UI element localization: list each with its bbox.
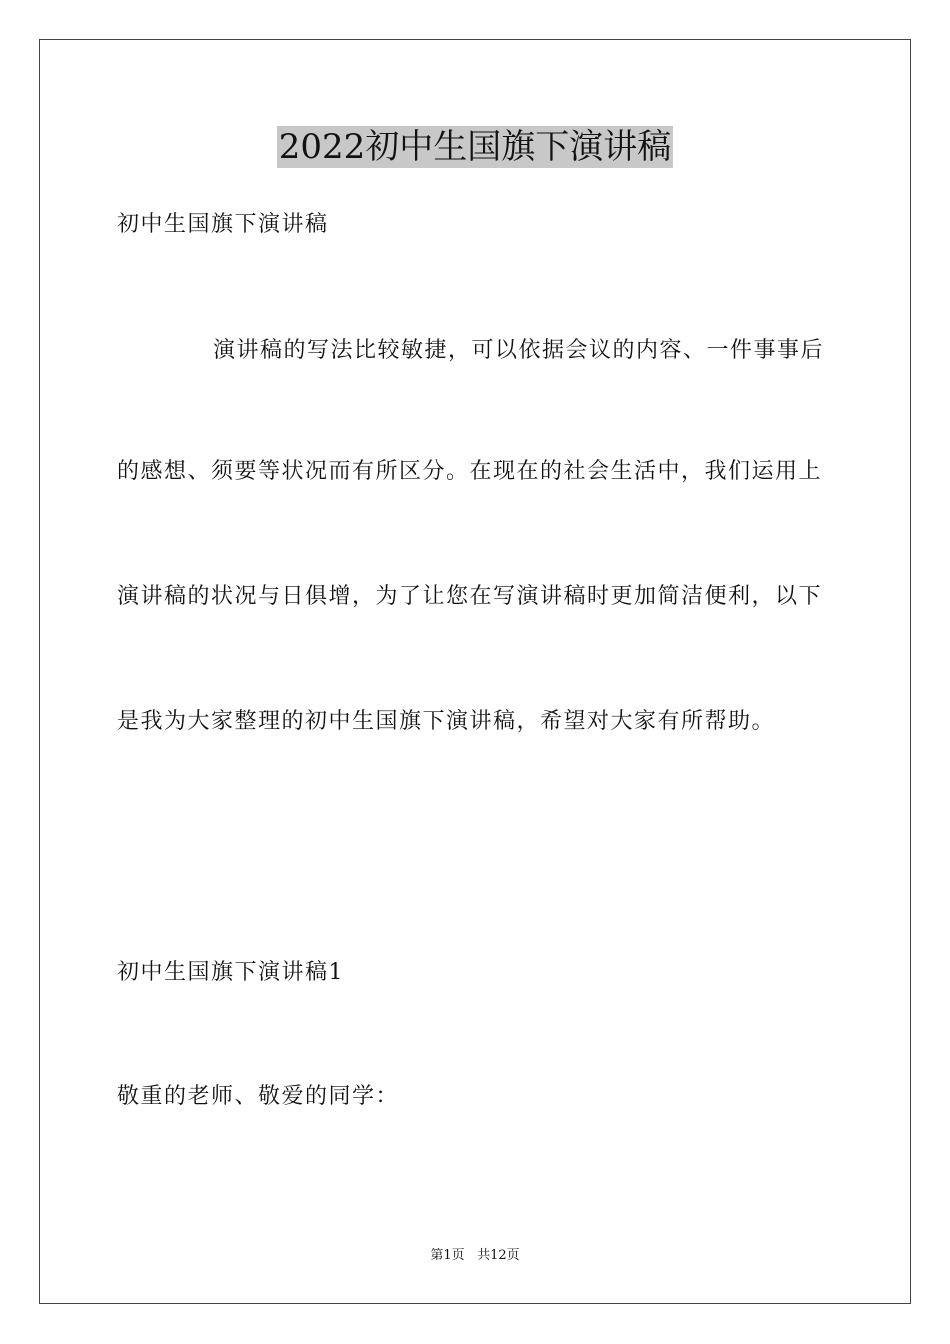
page-total: 共12页 [477,1248,520,1263]
paragraph-line-2: 的感想、须要等状况而有所区分。在现在的社会生活中，我们运用上 [117,459,823,484]
page-number: 第1页 [430,1248,465,1263]
page-footer [0,1247,950,1265]
salutation-line: 敬重的老师、敬爱的同学： [117,1084,400,1109]
subtitle-line: 初中生国旗下演讲稿 [117,212,329,237]
title-container [0,126,950,168]
paragraph-line-3: 演讲稿的状况与日俱增，为了让您在写演讲稿时更加简洁便利，以下 [117,584,823,609]
paragraph-line-1: 演讲稿的写法比较敏捷，可以依据会议的内容、一件事事后 [213,338,825,363]
document-title: 2022初中生国旗下演讲稿 [278,127,672,167]
paragraph-line-4: 是我为大家整理的初中生国旗下演讲稿，希望对大家有所帮助。 [117,709,776,734]
section-heading: 初中生国旗下演讲稿1 [117,960,344,985]
